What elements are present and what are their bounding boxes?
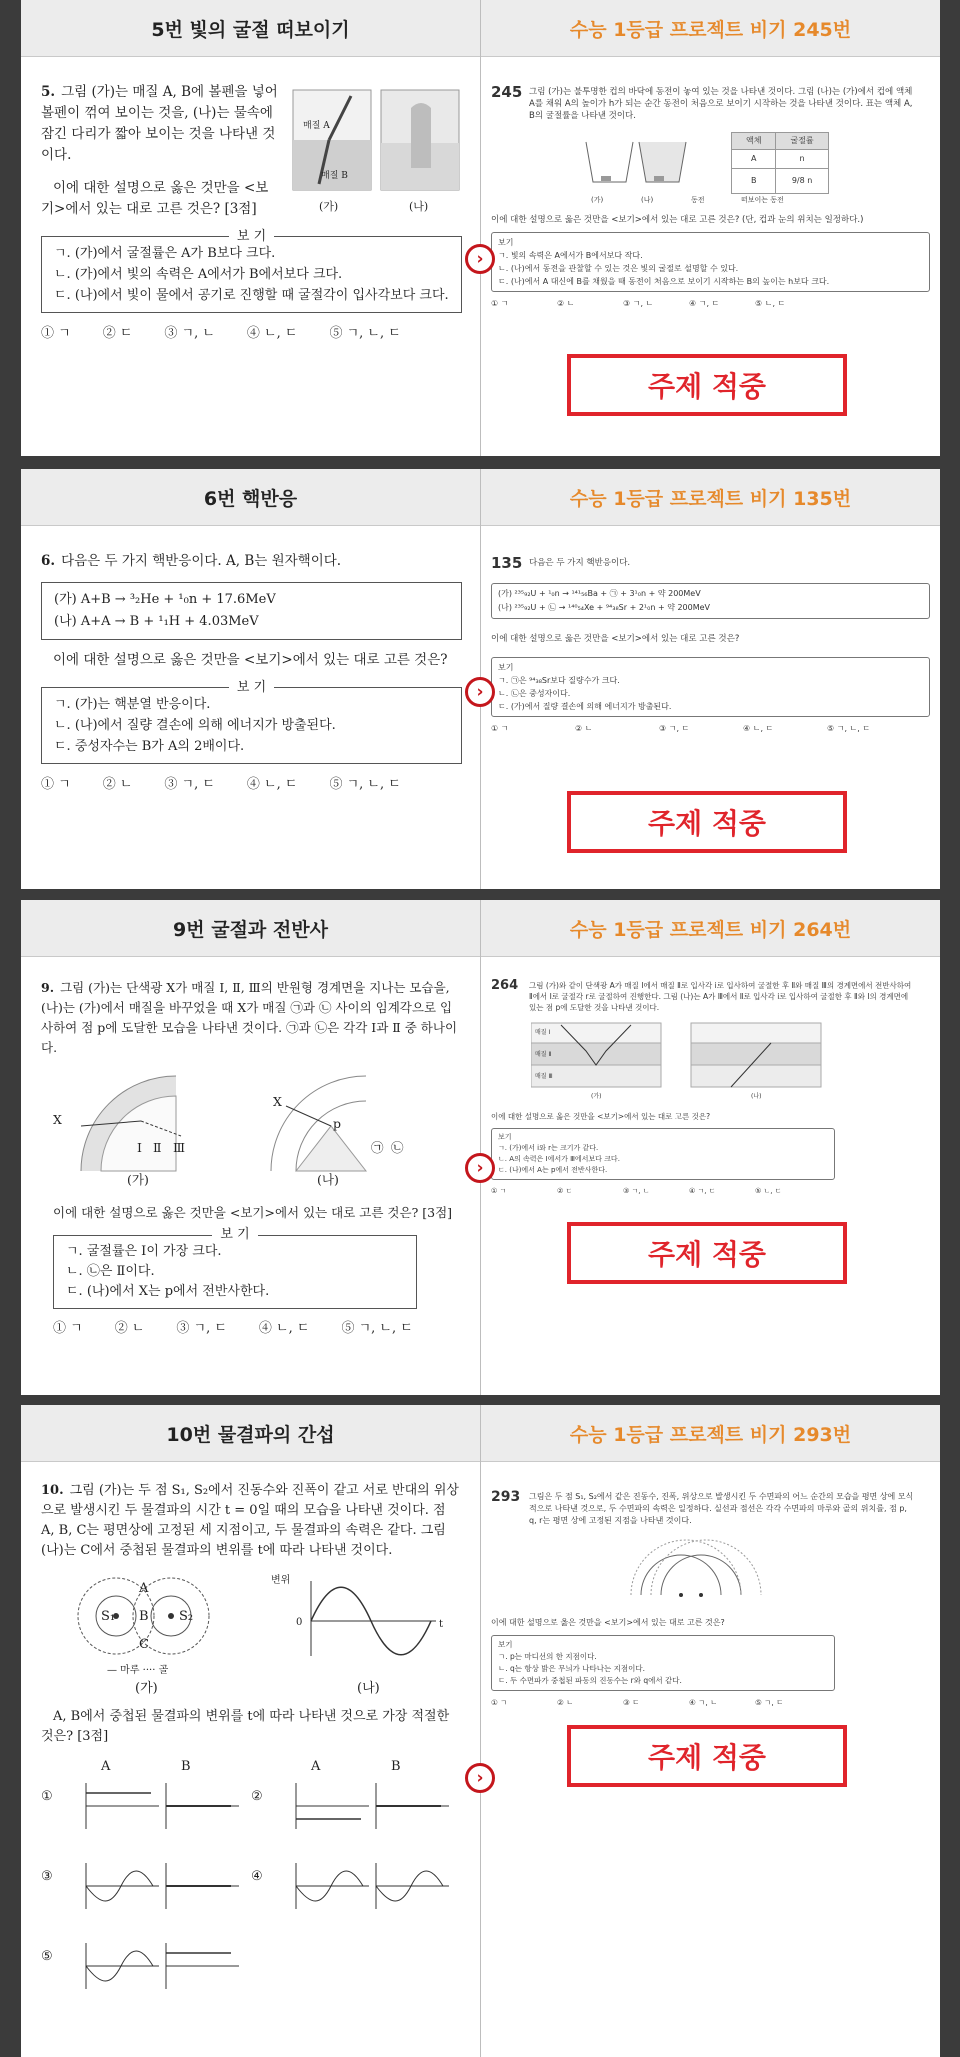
answer-choices — [41, 774, 462, 795]
bogi-item: ㄴ. (나)에서 질량 결손에 의해 에너지가 방출된다. — [54, 718, 336, 733]
chevron-right-icon[interactable]: › — [465, 244, 495, 274]
right-title: 수능 1등급 프로젝트 비기 135번 — [481, 469, 940, 526]
workbook-choices — [491, 1697, 930, 1709]
workbook-question — [491, 83, 930, 310]
chevron-right-icon[interactable]: › — [465, 1153, 495, 1183]
fig-label: (가) — [319, 200, 339, 213]
exam-question — [41, 1481, 462, 2007]
choice[interactable]: ③ ㄱ, ㄴ — [623, 299, 654, 308]
choice[interactable]: ⑤ ㄱ, ㄴ, ㄷ — [341, 1321, 413, 1336]
workbook-equations — [491, 583, 930, 619]
fig-label: ㉡ — [391, 1140, 404, 1155]
exam-question — [41, 978, 462, 1339]
fig-label: 매질 B — [321, 171, 348, 181]
question-ask: 이에 대한 설명으로 옳은 것만을 <보기>에서 있는 대로 고른 것은? — [53, 652, 448, 668]
chevron-right-icon[interactable]: › — [465, 1763, 495, 1793]
fig-label: 매질 A — [303, 121, 330, 131]
question-number: 9. — [41, 980, 55, 995]
workbook-text: 그림은 두 점 S₁, S₂에서 같은 진동수, 진폭, 위상으로 발생시킨 두 수면파의 어느 순간의 모습을 평면 상에 모식적으로 나타낸 것으로, 두 수면파의 속력은 일정하다. 실선과 점선은 각각 수면파의 마루와 골의 위치를, 점 p, q, r는 평면 상에 고정된 지점을 나타낸 것이다. — [529, 1492, 914, 1525]
equation: (가) A+B → ³₂He + ¹₀n + 17.6MeV — [54, 592, 276, 607]
workbook-number: 135 — [491, 554, 523, 572]
workbook-question — [491, 554, 930, 735]
fig-label: Ⅰ — [137, 1140, 142, 1155]
choice[interactable]: ④ ㄴ, ㄷ — [743, 724, 774, 733]
bogi-item: ㄱ. ㉠은 ⁹⁴₃₈Sr보다 질량수가 크다. — [498, 676, 620, 685]
choice[interactable]: ⑤ ㄱ, ㄴ, ㄷ — [329, 777, 401, 792]
fig-label: — 마루 ···· 골 — [107, 1665, 169, 1676]
question-number: 6. — [41, 553, 56, 569]
bogi-label: 보 기 — [212, 1227, 257, 1242]
graph — [161, 1781, 241, 1831]
question-text: 그림 (가)는 단색광 X가 매질 Ⅰ, Ⅱ, Ⅲ의 반원형 경계면을 지나는 모습을, (나)는 (가)에서 매질을 바꾸었을 때 X가 매질 ㉠과 ㉡ 사이의 임계각으로 입사하여 점 p에 도달한 모습을 나타낸 것이다. ㉠과 ㉡은 각각 Ⅰ과 Ⅱ 중 하나이다. — [41, 980, 458, 1055]
wave-figure — [621, 1535, 781, 1605]
question-ask: 이에 대한 설명으로 옳은 것만을 <보기>에서 있는 대로 고른 것은? [3점] — [53, 1205, 453, 1220]
bogi-item: ㄴ. A의 속력은 Ⅰ에서가 Ⅲ에서보다 크다. — [498, 1155, 620, 1163]
bogi-item: ㄴ. (가)에서 빛의 속력은 A에서가 B에서보다 크다. — [54, 267, 343, 282]
fig-label: X — [273, 1094, 282, 1109]
choice[interactable]: ④ ㄱ, ㄷ — [689, 1187, 716, 1195]
question-ask: 이에 대한 설명으로 옳은 것만을 <보기>에서 있는 대로 고른 것은? [3점] — [41, 180, 269, 217]
fig-label: Ⅱ — [153, 1140, 162, 1155]
workbook-bogi-box — [491, 1635, 835, 1691]
bogi-item: ㄷ. (나)에서 빛이 물에서 공기로 진행할 때 굴절각이 입사각보다 크다. — [54, 288, 449, 303]
workbook-column — [481, 1405, 940, 2057]
answer-choices — [41, 323, 462, 344]
choice[interactable]: ④ ㄱ, ㄷ — [689, 299, 720, 308]
fig-label: Ⅲ — [173, 1140, 186, 1155]
workbook-column — [481, 900, 940, 1395]
refractive-index-table: 액체 굴절률 A n B 9/8 n — [731, 132, 829, 194]
fig-label: S₂ — [179, 1609, 194, 1624]
bogi-item: ㄱ. p는 마디선의 한 지점이다. — [498, 1652, 597, 1661]
choice[interactable]: ① ㄱ — [53, 1321, 83, 1336]
choice[interactable]: ④ ㄴ, ㄷ — [246, 326, 298, 341]
fig-label: S₁ — [101, 1609, 116, 1624]
fig-label: X — [53, 1112, 62, 1127]
workbook-bogi-box — [491, 657, 930, 717]
choice[interactable]: ② ㄷ — [557, 1187, 573, 1195]
fig-label: 동전 — [691, 196, 705, 204]
bogi-label: 보기 — [498, 238, 514, 247]
fig-label: 0 — [296, 1617, 303, 1628]
refraction-figure — [291, 88, 461, 213]
question-text: 다음은 두 가지 핵반응이다. A, B는 원자핵이다. — [61, 553, 342, 569]
fig-label: A — [139, 1581, 149, 1596]
equation: (나) ²³⁵₉₂U + ㉡ → ¹⁴⁰₅₄Xe + ⁹⁴₃₈Sr + 2¹₀n + 약 200MeV — [498, 603, 711, 612]
choice[interactable]: ③ ㄱ, ㄴ — [623, 1187, 650, 1195]
workbook-text: 다음은 두 가지 핵반응이다. — [529, 558, 631, 568]
exam-question-column — [21, 469, 480, 889]
question-number: 10. — [41, 1483, 64, 1498]
right-title: 수능 1등급 프로젝트 비기 264번 — [481, 900, 940, 957]
topic-hit-stamp: 주제 적중 — [567, 1725, 847, 1787]
left-title: 5번 빛의 굴절 떠보이기 — [21, 0, 480, 57]
bogi-item: ㄱ. (가)에서 i와 r는 크기가 같다. — [498, 1144, 599, 1152]
section-1 — [21, 0, 940, 456]
choice[interactable]: ④ ㄴ, ㄷ — [258, 1321, 310, 1336]
workbook-ask: 이에 대한 설명으로 옳은 것만을 <보기>에서 있는 대로 고른 것은? — [491, 1618, 725, 1627]
fig-label: C — [139, 1637, 149, 1652]
fig-label: (가) — [591, 196, 604, 204]
graph — [371, 1781, 451, 1831]
bogi-label: 보기 — [498, 663, 514, 672]
fig-label: (나) — [409, 200, 429, 213]
choice[interactable]: ② ㄴ — [114, 1321, 145, 1336]
bogi-item: ㄷ. (가)에서 질량 결손에 의해 에너지가 방출된다. — [498, 702, 672, 711]
bogi-item: ㄴ. q는 항상 밝은 무늬가 나타나는 지점이다. — [498, 1664, 645, 1673]
choice[interactable]: ④ ㄱ, ㄴ — [689, 1698, 718, 1707]
choice[interactable]: ③ ㄱ, ㄷ — [164, 777, 215, 792]
bogi-box — [41, 680, 462, 764]
bogi-item: ㄷ. 두 수면파가 중첩된 파동의 진동수는 r와 q에서 같다. — [498, 1676, 682, 1685]
left-title: 6번 핵반응 — [21, 469, 480, 526]
workbook-bogi-box — [491, 232, 930, 292]
exam-question-column — [21, 900, 480, 1395]
fig-label: 변위 — [271, 1575, 291, 1586]
choice[interactable]: ⑤ ㄴ, ㄷ — [755, 299, 786, 308]
topic-hit-stamp: 주제 적중 — [567, 791, 847, 853]
graph — [161, 1861, 241, 1911]
bogi-item: ㄱ. (가)에서 굴절률은 A가 B보다 크다. — [54, 246, 276, 261]
workbook-number: 293 — [491, 1489, 521, 1505]
choice[interactable]: ③ ㄱ, ㄴ — [164, 326, 215, 341]
workbook-figure — [621, 1535, 930, 1609]
graph — [371, 1861, 451, 1911]
choice[interactable]: ① ㄱ — [491, 1187, 507, 1195]
choice[interactable]: ① ㄱ — [491, 1698, 508, 1707]
workbook-number: 245 — [491, 83, 523, 101]
question-figure — [41, 1571, 462, 1699]
right-title: 수능 1등급 프로젝트 비기 245번 — [481, 0, 940, 57]
bogi-label: 보기 — [498, 1133, 512, 1141]
choice[interactable]: ③ ㄷ — [623, 1698, 640, 1707]
choice[interactable]: ③ ㄱ, ㄷ — [176, 1321, 227, 1336]
answer-choices — [53, 1319, 462, 1339]
equation: (나) A+A → B + ¹₁H + 4.03MeV — [54, 614, 259, 629]
graph — [81, 1941, 161, 1991]
workbook-question — [491, 1491, 930, 1709]
fig-label: ㉠ — [371, 1140, 384, 1155]
exam-question — [41, 82, 462, 344]
fig-label: 떠보이는 동전 — [741, 196, 784, 204]
left-title: 10번 물결파의 간섭 — [21, 1405, 480, 1462]
choice[interactable]: ② ㄴ — [557, 1698, 574, 1707]
topic-hit-stamp: 주제 적중 — [567, 354, 847, 416]
workbook-choices — [491, 723, 930, 735]
choice[interactable]: ⑤ ㄱ, ㄴ, ㄷ — [827, 724, 871, 733]
question-figure — [291, 88, 461, 218]
graph — [291, 1861, 371, 1911]
fig-label: (가) — [127, 1172, 149, 1187]
choice[interactable]: ② ㄴ — [102, 777, 133, 792]
bogi-box — [41, 229, 462, 313]
fig-label: (나) — [357, 1681, 380, 1696]
choice[interactable]: ③ ㄱ, ㄷ — [659, 724, 690, 733]
choice[interactable]: ② ㄷ — [102, 326, 133, 341]
choice[interactable]: ② ㄴ — [575, 724, 593, 733]
choice[interactable]: ① ㄱ — [491, 724, 509, 733]
bogi-item: ㄷ. 중성자수는 B가 A의 2배이다. — [54, 739, 245, 754]
exam-question-column — [21, 0, 480, 456]
bogi-item: ㄱ. (가)는 핵분열 반응이다. — [54, 697, 211, 712]
choice-mark[interactable]: ② — [251, 1789, 263, 1804]
workbook-column — [481, 469, 940, 889]
exam-question-column — [21, 1405, 480, 2057]
topic-hit-stamp: 주제 적중 — [567, 1222, 847, 1284]
workbook-choices — [491, 1186, 930, 1197]
bogi-item: ㄷ. (나)에서 X는 p에서 전반사한다. — [66, 1284, 270, 1299]
workbook-choices — [491, 298, 930, 310]
fig-label: (나) — [317, 1172, 339, 1187]
choice[interactable]: ① ㄱ — [41, 777, 71, 792]
choice[interactable]: ⑤ ㄱ, ㄷ — [755, 1698, 784, 1707]
section-3 — [21, 900, 940, 1395]
graph — [81, 1861, 161, 1911]
fig-label: (나) — [641, 196, 654, 204]
workbook-bogi-box — [491, 1128, 835, 1180]
workbook-ask: 이에 대한 설명으로 옳은 것만을 <보기>에서 있는 대로 고른 것은? — [491, 634, 740, 644]
graph — [291, 1781, 371, 1831]
bogi-item: ㄷ. (나)에서 A는 p에서 전반사한다. — [498, 1166, 608, 1174]
workbook-column — [481, 0, 940, 456]
workbook-figure: 매질 Ⅰ 매질 Ⅱ 매질 Ⅲ (가) (나) — [531, 1021, 930, 1103]
choice-mark[interactable]: ⑤ — [41, 1949, 53, 1964]
bogi-box — [53, 1227, 417, 1309]
choice-mark[interactable]: ① — [41, 1789, 53, 1804]
question-text: 그림 (가)는 두 점 S₁, S₂에서 진동수와 진폭이 같고 서로 반대의 위상으로 발생시킨 두 물결파의 시간 t = 0일 때의 모습을 나타낸 것이다. 점 A, B, C는 평면상에 고정된 세 지점이고, 두 물결파의 속력은 같다. 그림 (나)는 C에서 중첩된 물결파의 변위를 t에 따라 나타낸 것이다. — [41, 1483, 459, 1558]
question-figure — [41, 1066, 462, 1191]
fig-label: t — [439, 1619, 444, 1630]
choice[interactable]: ① ㄱ — [41, 326, 71, 341]
bogi-item: ㄴ. ㉡은 Ⅱ이다. — [66, 1264, 155, 1279]
bogi-item: ㄴ. (나)에서 동전을 관찰할 수 있는 것은 빛의 굴절로 설명할 수 있다. — [498, 264, 739, 273]
right-title: 수능 1등급 프로젝트 비기 293번 — [481, 1405, 940, 1462]
choice[interactable]: ④ ㄴ, ㄷ — [246, 777, 298, 792]
question-ask: A, B에서 중첩된 물결파의 변위를 t에 따라 나타낸 것으로 가장 적절한 것은? [3점] — [41, 1709, 450, 1744]
fig-label: p — [333, 1116, 342, 1131]
workbook-ask: 이에 대한 설명으로 옳은 것만을 <보기>에서 있는 대로 고른 것은? (단, 컵과 눈의 위치는 일정하다.) — [491, 215, 864, 225]
exam-question — [41, 551, 462, 795]
choice[interactable]: ⑤ ㄴ, ㄷ — [755, 1187, 782, 1195]
workbook-figure — [581, 132, 930, 194]
bogi-label: 보기 — [498, 1640, 513, 1649]
workbook-text: 그림 (가)와 같이 단색광 A가 매질 Ⅰ에서 매질 Ⅱ로 입사각 i로 입사하여 굴절한 후 Ⅱ와 매질 Ⅲ의 경계면에서 전반사하여 Ⅱ에서 Ⅰ로 굴절각 r로 굴절하여 진행한다. 그림 (나)는 A가 Ⅲ에서 Ⅱ로 입사각 i로 입사하여 굴절한 후 Ⅱ와 Ⅰ의 경계면에 있는 점 p에 도달한 것을 나타낸 것이다. — [529, 981, 912, 1012]
fig-label: B — [139, 1609, 149, 1624]
layer-figure — [531, 1021, 831, 1093]
fig-label: (가) — [135, 1681, 158, 1696]
semicircle-figure — [41, 1066, 461, 1176]
choice[interactable]: ⑤ ㄱ, ㄴ, ㄷ — [329, 326, 401, 341]
chevron-right-icon[interactable]: › — [465, 677, 495, 707]
graph — [161, 1941, 241, 1991]
bogi-label: 보 기 — [229, 229, 274, 244]
bogi-item: ㄴ. ㉡은 중성자이다. — [498, 689, 571, 698]
cup-figure — [581, 132, 691, 192]
left-title: 9번 굴절과 전반사 — [21, 900, 480, 957]
workbook-ask: 이에 대한 설명으로 옳은 것만을 <보기>에서 있는 대로 고른 것은? — [491, 1112, 711, 1121]
choice-mark[interactable]: ③ — [41, 1869, 53, 1884]
bogi-item: ㄱ. 빛의 속력은 A에서가 B에서보다 작다. — [498, 251, 643, 260]
choice-mark[interactable]: ④ — [251, 1869, 263, 1884]
bogi-item: ㄱ. 굴절률은 Ⅰ이 가장 크다. — [66, 1244, 222, 1259]
equation: (가) ²³⁵₉₂U + ¹₀n → ¹⁴¹₅₆Ba + ㉠ + 3¹₀n + 약 200MeV — [498, 589, 701, 598]
reaction-equations — [41, 582, 462, 640]
section-4 — [21, 1405, 940, 2057]
section-2 — [21, 469, 940, 889]
bogi-label: 보 기 — [229, 680, 274, 695]
choice[interactable]: ① ㄱ — [491, 299, 509, 308]
workbook-text: 그림 (가)는 불투명한 컵의 바닥에 동전이 놓여 있는 것을 나타낸 것이다. 그림 (나)는 (가)에서 컵에 액체 A를 채워 A의 높이가 h가 되는 순간 동전이 처음으로 보이기 시작하는 것을 나타낸 것이다. 표는 액체 A, B의 굴절률을 나타낸 것이다. — [529, 87, 913, 121]
question-text: 그림 (가)는 매질 A, B에 볼펜을 넣어 볼펜이 꺾여 보이는 것을, (나)는 물속에 잠긴 다리가 짧아 보이는 것을 나타낸 것이다. — [41, 84, 278, 163]
choice[interactable]: ② ㄴ — [557, 299, 575, 308]
question-number: 5. — [41, 84, 56, 100]
workbook-number: 264 — [491, 978, 519, 993]
graph — [81, 1781, 161, 1831]
graph-choices: A B A B ① ② ③ ④ ⑤ — [41, 1757, 462, 2007]
workbook-question — [491, 980, 930, 1197]
bogi-item: ㄷ. (나)에서 A 대신에 B를 채웠을 때 동전이 처음으로 보이기 시작하는 B의 높이는 h보다 크다. — [498, 277, 830, 286]
